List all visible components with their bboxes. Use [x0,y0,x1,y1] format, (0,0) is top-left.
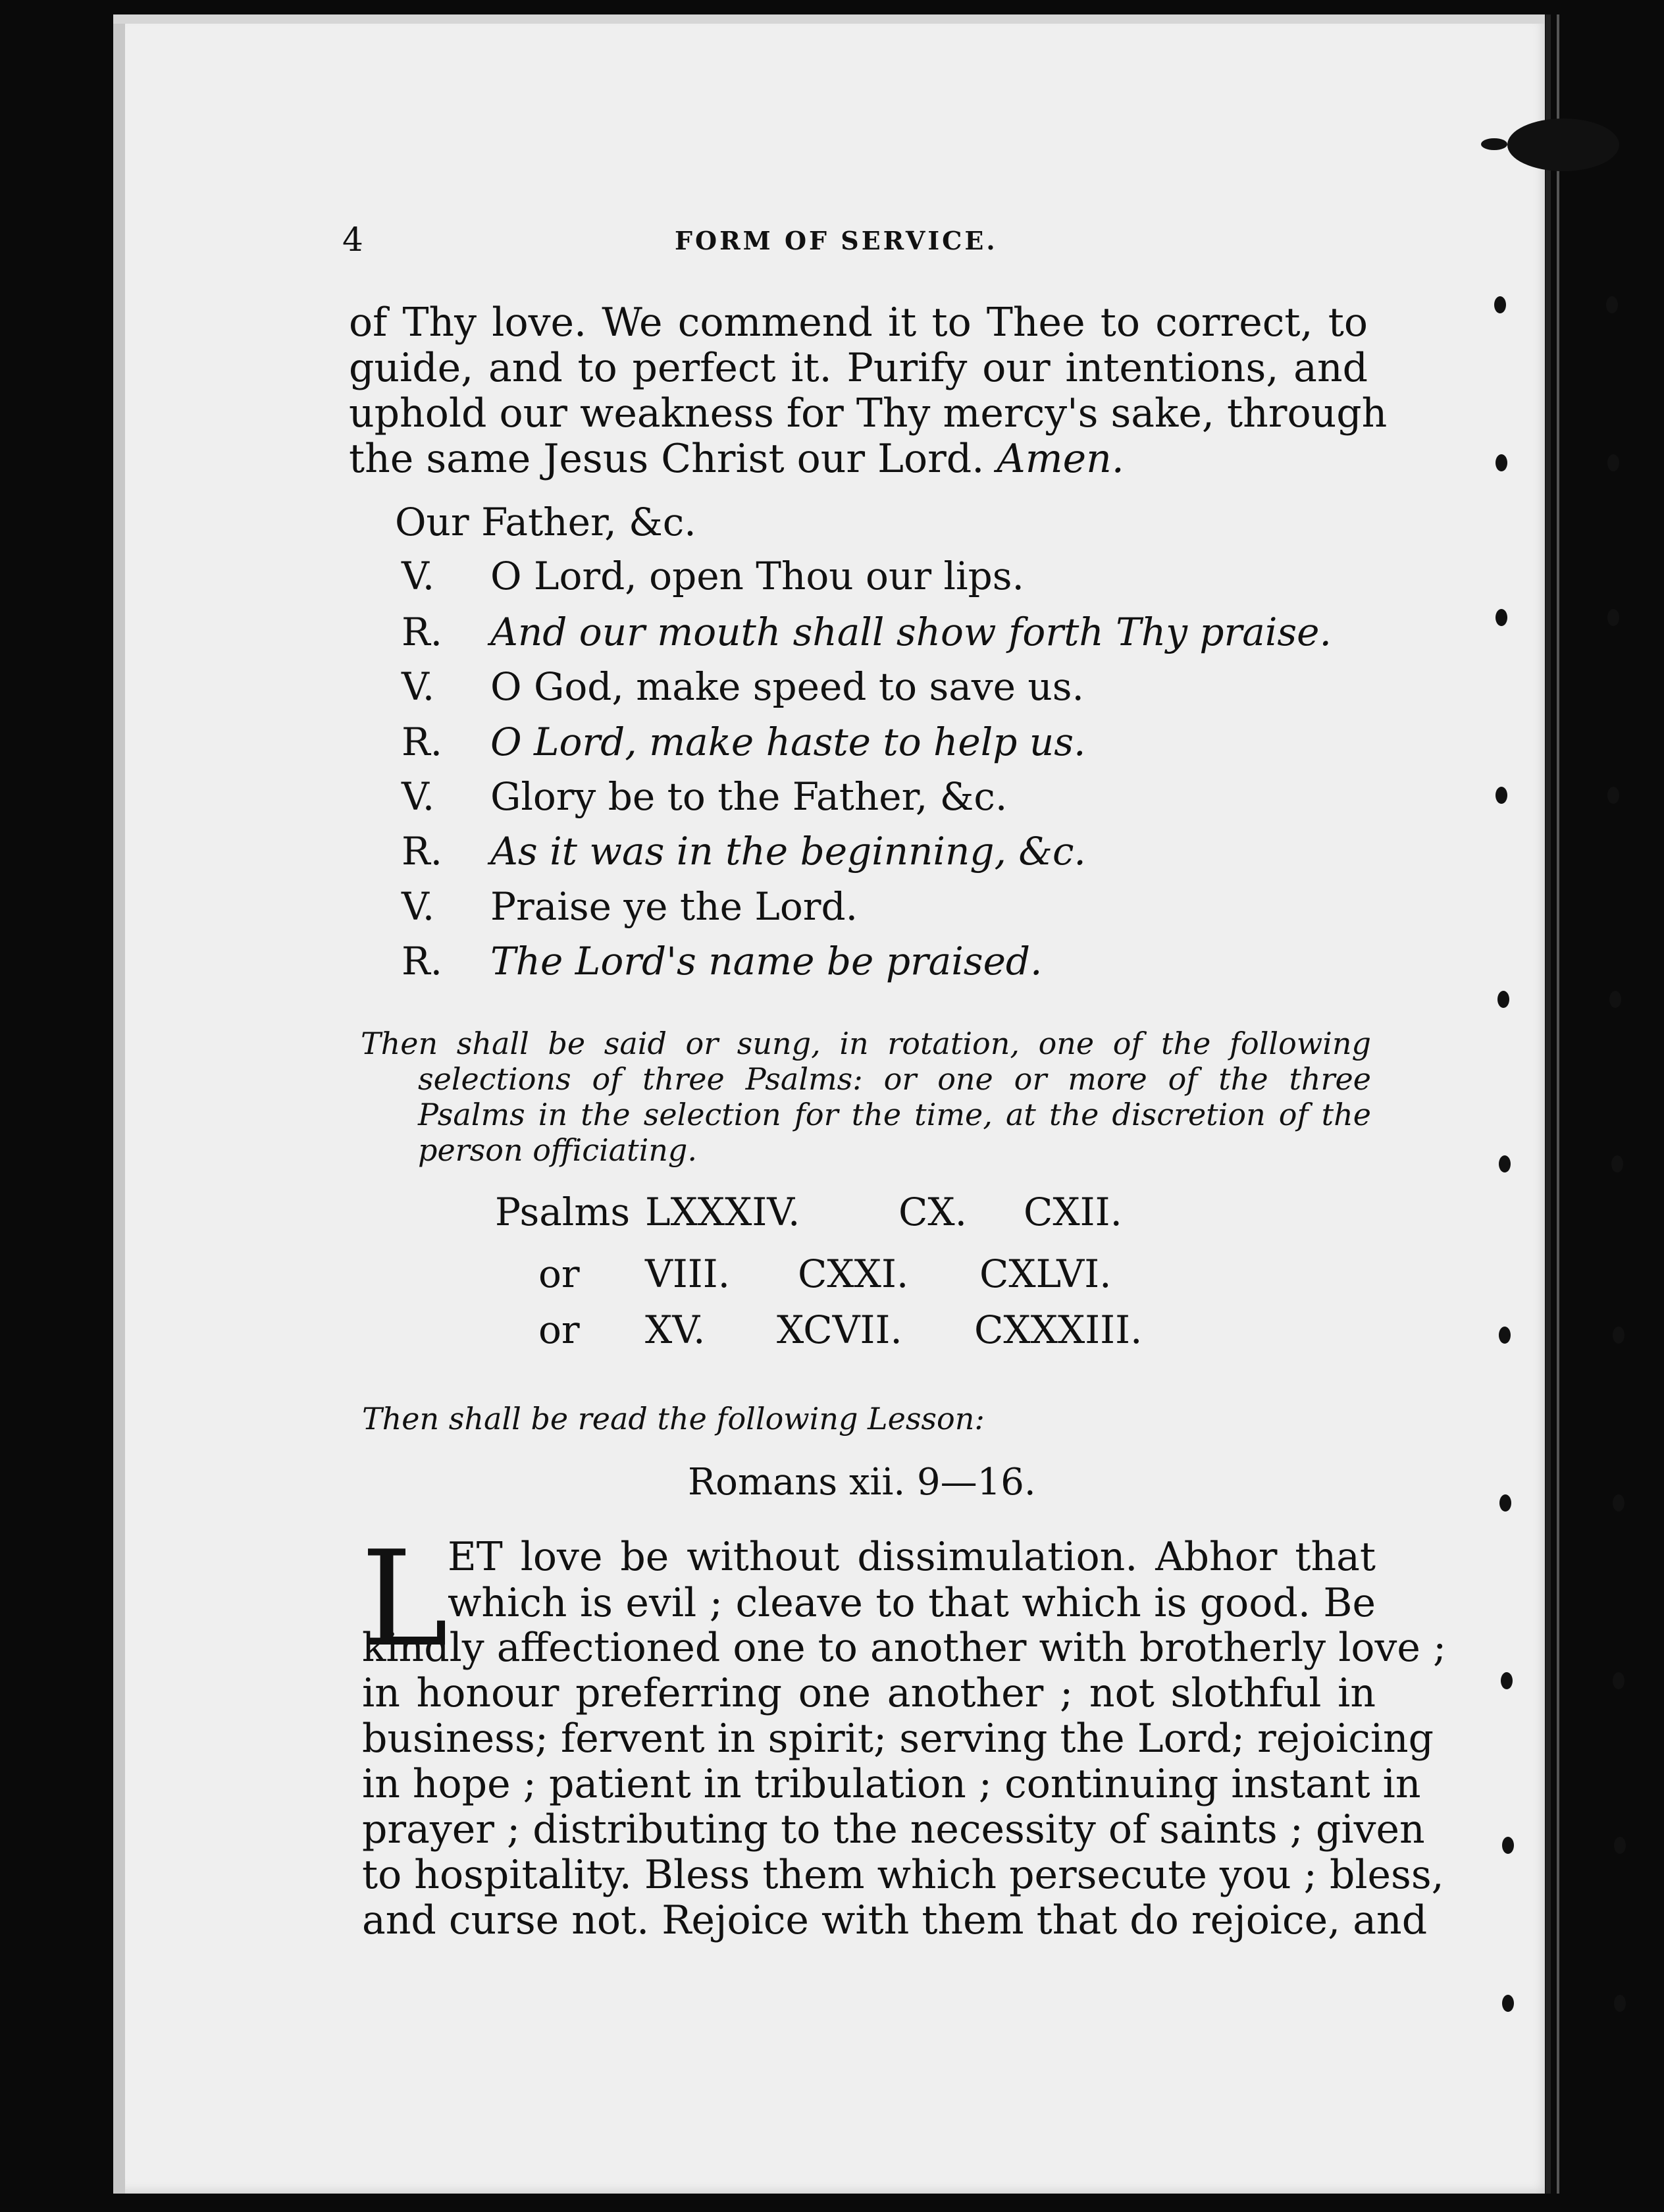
gutter-line-2 [1557,14,1559,2194]
versicle-row [402,664,1084,710]
binding-hole [1502,1837,1514,1854]
response-row [402,719,1085,765]
binding-hole [1499,1155,1511,1172]
binding-hole [1607,787,1619,804]
response-text: The Lord's name be praised. [490,939,1043,984]
response-label: R. [402,720,443,764]
binding-hole [1501,1672,1513,1689]
lesson-rubric: Then shall be read the following Lesson: [362,1401,985,1436]
psalm-number: CXXXIII. [974,1307,1143,1352]
binding-hole [1495,787,1507,804]
psalm-number: VIII. [645,1251,731,1296]
lesson-line: business; fervent in spirit; serving the Lord; rejoicing [362,1716,1434,1762]
response-label: R. [402,829,443,874]
lesson-line: prayer ; distributing to the necessity of saints ; given [362,1806,1425,1853]
binding-hole [1609,991,1621,1008]
binding-hole [1495,609,1507,626]
versicle-text: O Lord, open Thou our lips. [490,554,1024,598]
binding-hole [1495,454,1507,471]
versicle-label: V. [402,664,435,709]
psalm-prefix: Psalms [495,1190,631,1234]
versicle-text: Glory be to the Father, &c. [490,774,1008,819]
versicle-row [402,883,858,930]
psalm-number: CXLVI. [979,1251,1112,1296]
versicle-row [402,774,1007,820]
psalm-row [0,1189,1664,1235]
binding-hole [1499,1494,1511,1512]
binding-hole [1613,1672,1625,1689]
amen-text: Amen. [997,436,1124,482]
body-line: guide, and to perfect it. Purify our intentions, and [349,345,1368,391]
our-father: Our Father, &c. [395,500,696,544]
binding-hole [1607,454,1619,471]
body-line: of Thy love. We commend it to Thee to correct, to [349,300,1368,346]
versicle-text: Praise ye the Lord. [490,884,858,929]
lesson-line: to hospitality. Bless them which persecute you ; bless, [362,1852,1444,1898]
versicle-label: V. [402,884,435,929]
page-edge-top [113,14,1545,24]
lesson-reference: Romans xii. 9—16. [688,1461,1036,1504]
page-edge [113,14,125,2194]
response-label: R. [402,610,443,654]
body-text: the same Jesus Christ our Lord. [349,436,997,482]
ink-blot [1507,118,1619,171]
psalm-prefix: or [538,1307,580,1352]
psalm-row [0,1251,1664,1297]
psalm-number: XCVII. [777,1307,902,1352]
rubric-line: Then shall be said or sung, in rotation, one of the following [361,1026,1371,1061]
running-head [342,221,1376,260]
psalm-number: LXXXIV. [645,1190,800,1234]
binding-hole [1497,991,1509,1008]
binding-hole [1614,1995,1626,2012]
response-row [402,938,1042,984]
psalm-number: CXXI. [798,1251,909,1296]
drop-cap: L [361,1523,448,1676]
psalm-number: CXII. [1024,1190,1122,1234]
response-text: O Lord, make haste to help us. [490,720,1086,764]
lesson-line: in hope ; patient in tribulation ; continuing instant in [362,1761,1421,1807]
response-text: And our mouth shall show forth Thy praise. [490,610,1332,654]
versicle-label: V. [402,554,435,598]
binding-hole [1614,1837,1626,1854]
ink-blot-tail [1481,138,1507,150]
response-text: As it was in the beginning, &c. [490,829,1086,874]
psalm-prefix: or [538,1251,580,1296]
binding-hole [1611,1155,1623,1172]
lesson-line: and curse not. Rejoice with them that do rejoice, and [362,1897,1428,1943]
lesson-line: in honour preferring one another ; not slothful in [362,1670,1376,1716]
response-label: R. [402,939,443,984]
body-line: uphold our weakness for Thy mercy's sake, through [349,390,1388,436]
versicle-text: O God, make speed to save us. [490,664,1084,709]
binding-hole [1607,609,1619,626]
lesson-line: ET love be without dissimulation. Abhor that [448,1534,1376,1580]
binding-hole [1502,1995,1514,2012]
psalm-number: XV. [645,1307,706,1352]
versicle-label: V. [402,774,435,819]
rubric-line: selections of three Psalms: or one or more of the three [418,1061,1371,1097]
rubric-line: person officiating. [418,1132,697,1168]
binding-hole [1613,1494,1625,1512]
page-number: 4 [342,221,363,259]
binding-hole [1494,296,1506,313]
lesson-line: which is evil ; cleave to that which is good. Be [448,1580,1376,1626]
response-row [402,609,1332,655]
binding-hole [1606,296,1618,313]
rubric-line: Psalms in the selection for the time, at the discretion of the [418,1097,1371,1132]
psalm-number: CX. [898,1190,968,1234]
gutter-line [1546,14,1551,2194]
psalm-row [0,1307,1664,1353]
running-title: FORM OF SERVICE. [675,226,998,255]
lesson-line: kindly affectioned one to another with brotherly love ; [362,1625,1447,1671]
versicle-row [402,553,1024,599]
body-line-last [349,436,1124,482]
response-row [402,828,1086,874]
